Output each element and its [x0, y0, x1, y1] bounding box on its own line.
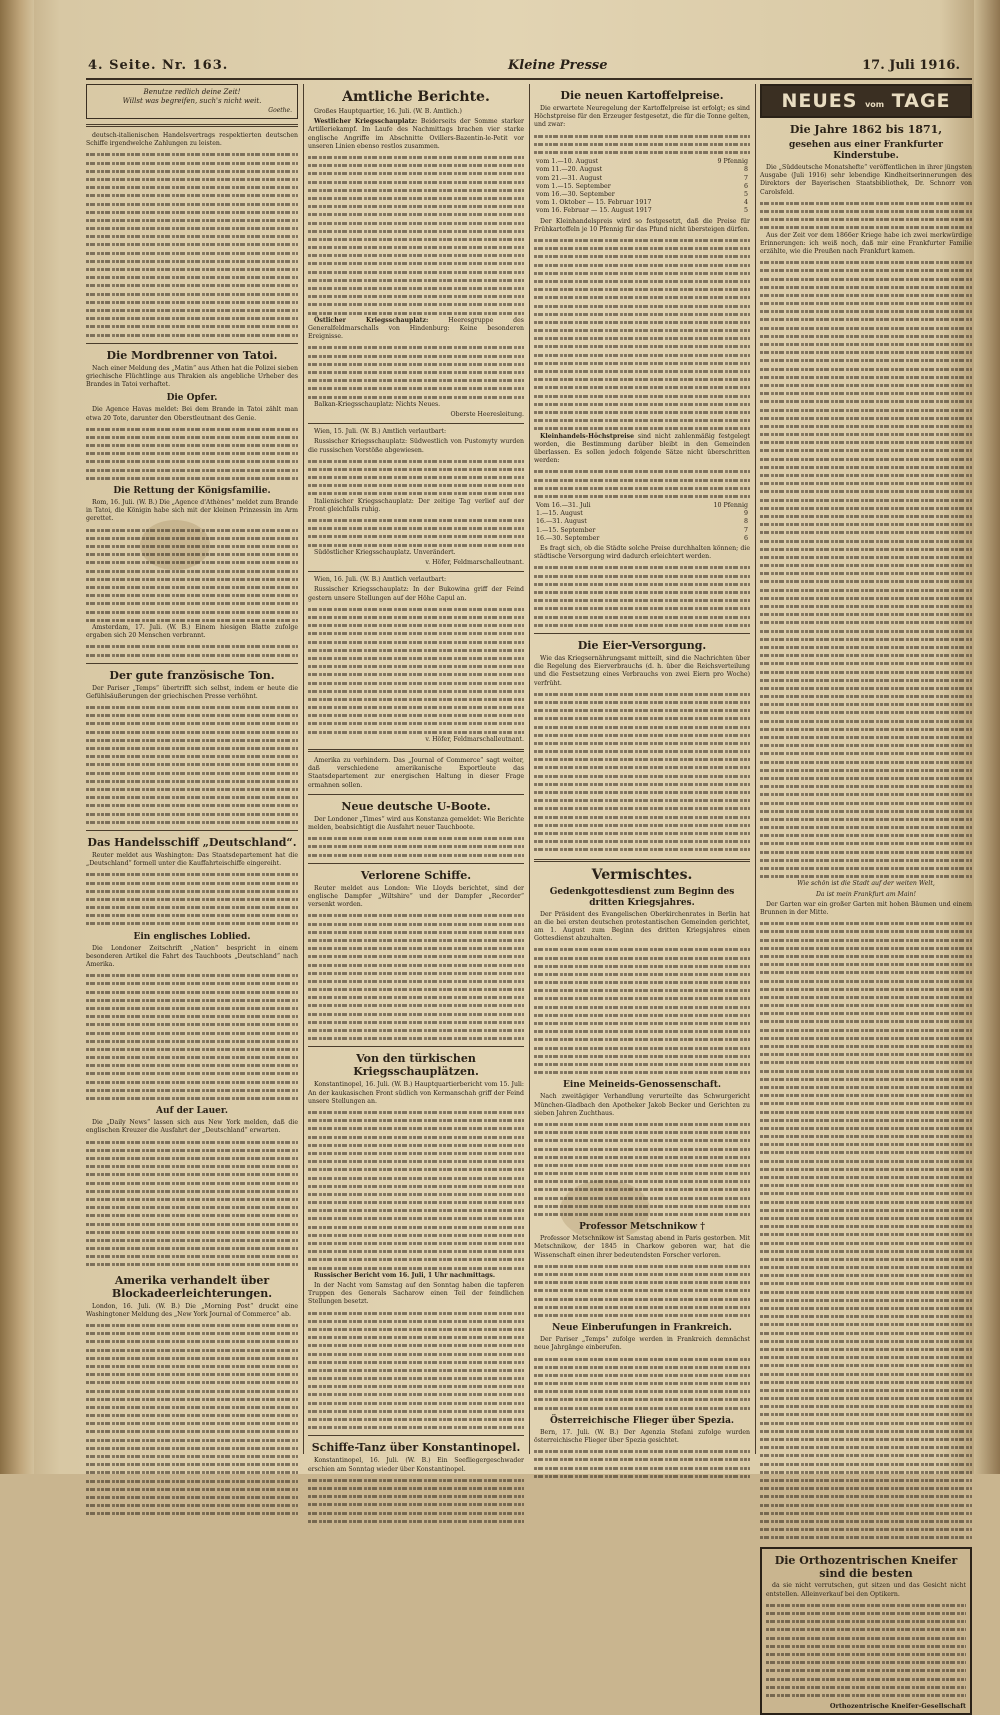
article-text: Amsterdam, 17. Juli. (W. B.) Einem hiesigen Blatte zufolge ergaben sich 20 Menschen verbrannt.: [86, 623, 298, 640]
ad-signature: Orthozentrische Kneifer-Gesellschaft: [829, 1702, 966, 1711]
column-rule: [529, 84, 530, 1454]
article-text: Rom, 16. Juli. (W. B.) Die „Agence d'Athènes“ meldet zum Brande in Tatoi, die Königin habe sich mit der kleinen Prinzessin im Arm gerettet.: [86, 499, 298, 523]
article-text: Der Pariser „Temps“ übertrifft sich selbst, indem er heute die Gefühlsäußerungen der griechischen Presse verhöhnt.: [86, 684, 298, 700]
article-text: Balkan-Kriegsschauplatz: Nichts Neues.: [314, 400, 441, 408]
price-period: 1.—15. August: [536, 510, 583, 518]
price-period: vom 1. Oktober — 15. Februar 1917: [536, 199, 652, 207]
price-row: [534, 199, 750, 207]
column-1: [86, 84, 298, 1454]
price-row: [534, 527, 750, 535]
article-text: Der Londoner „Times“ wird aus Konstanza gemeldet: Wie Berichte melden, beabsichtigt die Ausfahrt neuer Tauchboote.: [308, 815, 524, 832]
headline-metschnikow: Professor Metschnikow †: [579, 1222, 705, 1233]
kneifer-advertisement: [760, 1547, 972, 1715]
dateline: Großes Hauptquartier, 16. Juli. (W. B. Amtlich.): [314, 108, 462, 115]
price-period: vom 1.—15. September: [536, 182, 611, 190]
motto-line: Willst was begreifen, such's nicht weit.: [122, 97, 262, 105]
column-2: [308, 84, 525, 1473]
header-rule: [86, 78, 972, 80]
price-value: 7: [743, 526, 748, 534]
price-period: 16.—31. August: [536, 518, 587, 526]
ad-text: da sie nicht verrutschen, gut sitzen und das Gesicht nicht entstellen. Alleinverkauf bei den Optikern.: [766, 1582, 966, 1598]
article-text: Aus der Zeit vor dem 1866er Kriege habe ich zwei merkwürdige Erinnerungen: ich weiß noch, daß mir eine Frankfurter Familie erzählte, wie die Preußen nach Frankfurt kamen.: [760, 231, 972, 255]
neues-vom-tage-banner: [760, 84, 972, 118]
price-value: 6: [743, 182, 748, 190]
price-value: 7: [743, 174, 748, 182]
price-period: vom 21.—31. August: [536, 174, 603, 182]
paper-name: Kleine Presse: [508, 58, 608, 73]
motto-author: Goethe.: [268, 107, 292, 114]
price-value: 5: [743, 207, 748, 215]
signature: v. Höfer, Feldmarschalleutnant.: [425, 559, 524, 566]
article-text: deutsch-italienischen Handelsvertrags respektierten deutschen Schiffe irgendwelche Zahlungen zu leisten.: [86, 132, 298, 148]
headline-gedenk: Gedenkgottesdienst zum Beginn des dritten Kriegsjahres.: [549, 886, 735, 908]
retail-price-table: [534, 502, 750, 543]
article-text: Italienischer Kriegsschauplatz: Der zeitige Tag verlief auf der Front gleichfalls ruhig.: [308, 497, 524, 513]
signature: Oberste Heeresleitung.: [450, 410, 524, 418]
article-text: Der Pariser „Temps“ zufolge werden in Frankreich demnächst neue Jahrgänge einberufen.: [534, 1336, 750, 1352]
page-header: [88, 58, 970, 78]
headline-vermischtes: Vermischtes.: [591, 866, 693, 883]
price-value: 9: [743, 510, 748, 518]
article-text: Russischer Kriegsschauplatz: Südwestlich von Pustomyty wurden die russischen Vorstöße abgewiesen.: [308, 438, 524, 454]
article-text: Nach einer Meldung des „Matin“ aus Athen hat die Polizei sieben griechische Flüchtlinge aus Thrakien als angebliche Urheber des Brandes in Tatoi verhaftet.: [86, 364, 298, 389]
article-text: Bern, 17. Juli. (W. B.) Der Agenzia Stefani zufolge wurden österreichische Flieger über Spezia gesichtet.: [534, 1428, 750, 1445]
article-text: Der Präsident des Evangelischen Oberkirchenrates in Berlin hat an die bei ersten deutschen protestantischen Gemeinden gerichtet, am 1. August zum Beginn des dritten Kriegsjahres einen Gottesdienst abzuhalten.: [534, 910, 750, 943]
headline-ton: Der gute französische Ton.: [109, 668, 275, 682]
headline-jahre-sub: gesehen aus einer Frankfurter Kinderstube.: [789, 140, 943, 161]
article-text: Nach zweitägiger Verhandlung verurteilte das Schwurgericht München-Gladbach den Apotheker Jakob Becker und Gerichten zu sieben Jahren Zuchthaus.: [534, 1093, 750, 1117]
headline-eier: Die Eier-Versorgung.: [577, 638, 707, 652]
price-row: [534, 510, 750, 518]
headline-schiffe: Verlorene Schiffe.: [360, 868, 472, 882]
banner-word: TAGE: [891, 90, 951, 112]
banner-word: NEUES: [781, 90, 858, 112]
price-row: [534, 175, 750, 183]
subheading: Russischer Bericht vom 16. Juli, 1 Uhr nachmittags.: [314, 1271, 496, 1279]
headline-amtlich: Amtliche Berichte.: [342, 89, 490, 105]
headline-mordbrenner: Die Mordbrenner von Tatoi.: [106, 348, 278, 362]
article-text: Reuter meldet aus Washington: Das Staatsdepartement hat die „Deutschland“ formell unter die Kauffahrteischiffe eingereiht.: [86, 851, 298, 868]
price-row: [534, 518, 750, 526]
price-row: [534, 535, 750, 543]
page-number: 4. Seite. Nr. 163.: [88, 58, 229, 73]
subheading: Kleinhandels-Höchstpreise: [540, 432, 635, 440]
article-text: Beiderseits der Somme starker Artilleriekampf. Im Laufe des Nachmittags brachen vier starke englische Angriffe im Abschnitte Ovillers-Bazentin-le-Petit vor unseren Linien ebenso restlos zusammen.: [308, 118, 525, 150]
page-binding-edge: [0, 0, 34, 1474]
article-text: Wie das Kriegsernährungsamt mitteilt, sind die Nachrichten über die Regelung des Eierverbrauchs (d. h. über die Reichsverteilung und die Festsetzung eines Verbrauchs von zwei Eiern pro Woche) verfrüht.: [534, 654, 750, 687]
article-text: Südöstlicher Kriegsschauplatz. Unverändert.: [314, 548, 456, 556]
headline-tuerkisch: Von den türkischen Kriegsschauplätzen.: [353, 1052, 479, 1079]
article-text: Es fragt sich, ob die Städte solche Preise durchhalten können; die städtische Versorgung wird dadurch erleichtert werden.: [534, 545, 750, 561]
price-value: 5: [743, 190, 748, 198]
article-text: Konstantinopel, 16. Juli. (W. B.) Hauptquartierbericht vom 15. Juli: An der kaukasischen Front südlich von Kermanschah griff der Feind unsere Stellungen an.: [308, 1081, 524, 1105]
column-rule: [303, 84, 304, 1454]
price-period: vom 1.—10. August: [536, 158, 599, 166]
headline-flieger: Österreichische Flieger über Spezia.: [549, 1415, 735, 1426]
motto-box: [86, 84, 298, 119]
quote-line: Da ist mein Frankfurt am Main!: [815, 890, 917, 898]
price-row: [534, 166, 750, 174]
subheading: Westlicher Kriegsschauplatz:: [314, 118, 418, 126]
price-row: [534, 158, 750, 166]
article-text: Der Garten war ein großer Garten mit hohen Bäumen und einem Brunnen in der Mitte.: [760, 900, 972, 917]
subheading: Östlicher Kriegsschauplatz:: [314, 316, 429, 324]
headline-amerika: Amerika verhandelt über Blockadeerleichterungen.: [111, 1273, 273, 1300]
column-rule: [755, 84, 756, 1454]
dateline: Wien, 16. Juli. (W. B.) Amtlich verlautbart:: [314, 576, 447, 584]
article-text: Die Agence Havas meldet: Bei dem Brande in Tatoi zählt man etwa 20 Tote, darunter den Oberstleutnant des Genie.: [86, 406, 298, 422]
article-text: Die „Süddeutsche Monatshefte“ veröffentlichen in ihrer jüngsten Ausgabe (Juli 1916) sehr lebendige Kindheitserinnerungen des Direktors der Bayerischen Staatsbibliothek, Dr. Schnorr von Carolsfeld.: [760, 164, 972, 196]
banner-word: vom: [865, 100, 885, 109]
signature: v. Höfer, Feldmarschalleutnant.: [425, 735, 524, 743]
price-value: 9 Pfennig: [717, 158, 748, 166]
price-row: [534, 191, 750, 199]
article-text: sind nicht zahlenmäßig festgelegt worden, die Bestimmung darüber bleibt in den Gemeinden überlassen. Es sollen jedoch folgende Sätze nicht überschritten werden:: [534, 432, 750, 465]
article-text: Die Londoner Zeitschrift „Nation“ bespricht in einem besonderen Artikel die Fahrt des Tauchboots „Deutschland“ nach Amerika.: [86, 944, 298, 969]
price-value: 6: [743, 534, 748, 542]
ad-headline: Die Orthozentrischen Kneifer sind die besten: [774, 1554, 958, 1581]
price-value: 10 Pfennig: [713, 502, 748, 510]
dateline: Wien, 15. Juli. (W. B.) Amtlich verlautbart:: [314, 428, 447, 436]
headline-einberufung: Neue Einberufungen in Frankreich.: [552, 1323, 732, 1334]
article-text: Amerika zu verhindern. Das „Journal of Commerce“ sagt weiter, daß verschiedene amerikanische Exportleute das Staatsdepartement zur energischen Haltung in dieser Frage ermahnen sollen.: [308, 757, 524, 789]
headline-opfer: Die Opfer.: [166, 393, 218, 404]
headline-uboote: Neue deutsche U-Boote.: [341, 799, 491, 813]
headline-loblied: Ein englisches Loblied.: [133, 931, 251, 942]
price-row: [534, 502, 750, 510]
article-text: Die erwartete Neuregelung der Kartoffelpreise ist erfolgt; es sind Höchstpreise für den Erzeuger festgesetzt, die für die Tonne gelten, und zwar:: [534, 105, 750, 129]
price-value: 8: [743, 518, 748, 526]
headline-rettung: Die Rettung der Königsfamilie.: [113, 486, 271, 497]
price-period: Vom 16.—31. Juli: [536, 502, 591, 510]
price-period: vom 16. Februar — 15. August 1917: [536, 207, 652, 215]
headline-lauer: Auf der Lauer.: [156, 1106, 228, 1117]
issue-date: 17. Juli 1916.: [862, 58, 960, 73]
column-4: [760, 84, 972, 1711]
headline-jahre: Die Jahre 1862 bis 1871,: [789, 123, 943, 136]
article-text: Heeresgruppe des Generalfeldmarschalls von Hindenburg: Keine besonderen Ereignisse.: [308, 316, 524, 341]
price-row: [534, 207, 750, 215]
article-text: London, 16. Juli. (W. B.) Die „Morning Post“ druckt eine Washingtoner Meldung des „New York Journal of Commerce“ ab.: [86, 1302, 298, 1318]
article-text: Der Kleinhandelspreis wird so festgesetzt, daß die Preise für Frühkartoffeln je 10 Pfennig für das Pfund nicht übersteigen dürfen.: [534, 217, 750, 233]
article-text: Konstantinopel, 16. Juli. (W. B.) Ein Seefliegergeschwader erschien am Sonntag wieder über Konstantinopel.: [308, 1457, 524, 1473]
page-right-edge: [974, 0, 1000, 1474]
article-text: Reuter meldet aus London: Wie Lloyds berichtet, sind der englische Dampfer „Wiltshire“ und der Dampfer „Recorder“ versenkt worden.: [308, 884, 524, 909]
potato-price-table: [534, 158, 750, 215]
article-text: Professor Metschnikow ist Samstag abend in Paris gestorben. Mit Metschnikow, der 1845 in Charkow geboren war, hat die Wissenschaft einen ihrer bedeutendsten Forscher verloren.: [534, 1235, 750, 1259]
quote-line: Wie schön ist die Stadt auf der weiten Welt,: [797, 880, 935, 888]
price-period: 16.—30. September: [536, 534, 600, 542]
price-value: 4: [743, 199, 748, 207]
price-value: 8: [743, 166, 748, 174]
column-3: [534, 84, 750, 1454]
headline-schiffe-tanz: Schiffe-Tanz über Konstantinopel.: [311, 1441, 521, 1455]
motto-line: Benutze redlich deine Zeit!: [143, 88, 241, 96]
article-text: In der Nacht vom Samstag auf den Sonntag haben die tapferen Truppen des Generals Sacharow einen Teil der feindlichen Stellungen besetzt.: [308, 1281, 524, 1306]
headline-kartoffel: Die neuen Kartoffelpreise.: [560, 89, 724, 102]
price-period: vom 11.—20. August: [536, 166, 603, 174]
article-text: Die „Daily News“ lassen sich aus New York melden, daß die englischen Kreuzer die Ausfahrt der „Deutschland“ erwarten.: [86, 1119, 298, 1135]
price-row: [534, 183, 750, 191]
headline-handelsschiff: Das Handelsschiff „Deutschland“.: [87, 835, 297, 849]
headline-meineid: Eine Meineids-Genossenschaft.: [562, 1080, 722, 1091]
price-period: vom 16.—30. September: [536, 190, 615, 198]
article-text: Russischer Kriegsschauplatz: In der Bukowina griff der Feind gestern unsere Stellungen auf der Höhe Capul an.: [308, 586, 524, 602]
price-period: 1.—15. September: [536, 526, 596, 534]
